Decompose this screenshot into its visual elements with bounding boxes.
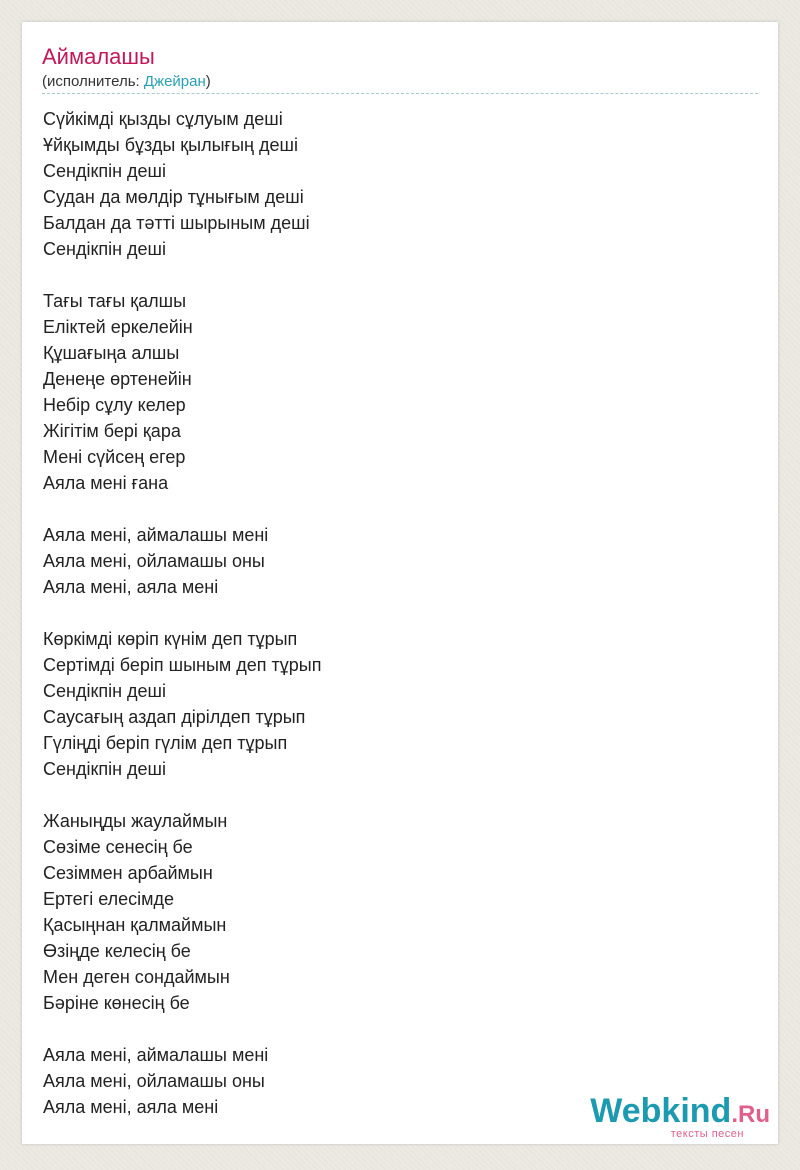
lyric-line: Саусағың аздап дірілдеп тұрып bbox=[43, 707, 306, 727]
lyric-line: Аяла мені, аяла мені bbox=[43, 577, 219, 597]
lyric-line: Сендікпін деші bbox=[43, 239, 166, 259]
lyric-line: Бәріне көнесің бе bbox=[43, 993, 190, 1013]
stanza-gap bbox=[43, 262, 321, 288]
lyrics-text bbox=[43, 106, 321, 1120]
artist-prefix: (исполнитель: bbox=[42, 73, 144, 90]
lyric-line: Тағы тағы қалшы bbox=[43, 291, 187, 311]
divider bbox=[42, 93, 758, 94]
lyric-line: Сертімді беріп шыным деп тұрып bbox=[43, 655, 322, 675]
logo-tagline: тексты песен bbox=[670, 1128, 744, 1140]
logo-name: Webkind bbox=[590, 1092, 732, 1130]
lyric-line: Гүліңді беріп гүлім деп тұрып bbox=[43, 733, 288, 753]
lyric-line: Мені сүйсең егер bbox=[43, 447, 186, 467]
stanza-gap bbox=[43, 496, 321, 522]
lyric-line: Сендікпін деші bbox=[43, 681, 166, 701]
lyric-line: Мен деген сондаймын bbox=[43, 967, 230, 987]
lyric-line: Өзіңде келесің бе bbox=[43, 941, 191, 961]
artist-link[interactable]: Джейран bbox=[143, 73, 206, 90]
stanza-gap bbox=[43, 782, 321, 808]
stanza-gap bbox=[43, 1016, 321, 1042]
lyrics-card bbox=[22, 22, 778, 1144]
lyric-line: Жаныңды жаулаймын bbox=[43, 811, 228, 831]
lyric-line: Көркімді көріп күнім деп тұрып bbox=[43, 629, 298, 649]
lyric-line: Сүйкімді қызды сұлуым деші bbox=[43, 109, 283, 129]
lyric-line: Сезіммен арбаймын bbox=[43, 863, 213, 883]
lyric-line: Аяла мені, аймалашы мені bbox=[43, 1045, 269, 1065]
lyric-line: Аяла мені, аймалашы мені bbox=[43, 525, 269, 545]
lyric-line: Жігітім бері қара bbox=[43, 421, 181, 441]
lyric-line: Аяла мені, ойламашы оны bbox=[43, 551, 265, 571]
lyric-line: Аяла мені, ойламашы оны bbox=[43, 1071, 265, 1091]
webkind-logo bbox=[590, 1094, 770, 1140]
stanza-gap bbox=[43, 600, 321, 626]
lyric-line: Сендікпін деші bbox=[43, 161, 166, 181]
logo-tld: .Ru bbox=[731, 1101, 770, 1128]
artist-suffix: ) bbox=[205, 73, 211, 90]
lyric-line: Құшағыңа алшы bbox=[43, 343, 180, 363]
lyric-line: Ұйқымды бұзды қылығың деші bbox=[43, 135, 298, 155]
lyric-line: Сөзіме сенесің бе bbox=[43, 837, 193, 857]
lyric-line: Ертегі елесімде bbox=[43, 889, 175, 909]
lyric-line: Аяла мені ғана bbox=[43, 473, 169, 493]
lyric-line: Небір сұлу келер bbox=[43, 395, 186, 415]
lyric-line: Еліктей еркелейін bbox=[43, 317, 193, 337]
lyric-line: Қасыңнан қалмаймын bbox=[43, 915, 227, 935]
artist-line bbox=[42, 73, 211, 91]
song-title: Аймалашы bbox=[42, 44, 155, 69]
lyric-line: Аяла мені, аяла мені bbox=[43, 1097, 219, 1117]
lyric-line: Балдан да тәтті шырыным деші bbox=[43, 213, 310, 233]
lyric-line: Судан да мөлдір тұнығым деші bbox=[43, 187, 304, 207]
lyric-line: Сендікпін деші bbox=[43, 759, 166, 779]
lyric-line: Денеңе өртенейін bbox=[43, 369, 192, 389]
